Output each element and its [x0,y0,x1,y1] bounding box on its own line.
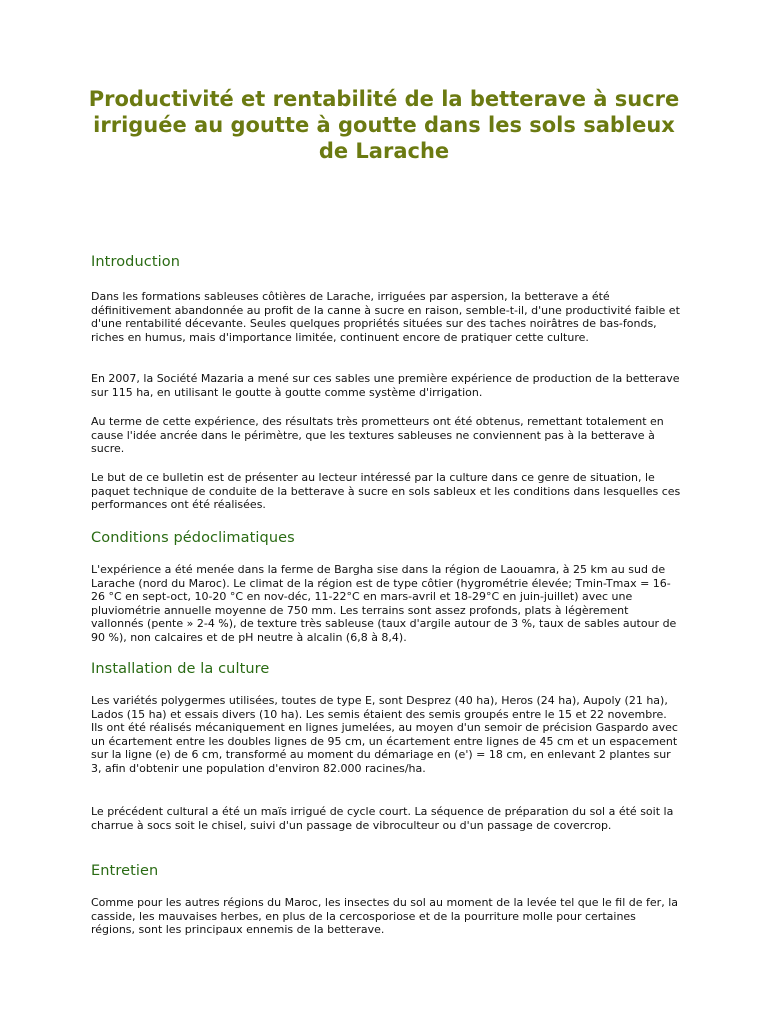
heading-installation: Installation de la culture [91,661,270,677]
paragraph-intro-2: En 2007, la Société Mazaria a mené sur ces sables une première expérience de production de la betterave sur 115 ha, en utilisant le goutte à goutte comme système d'irrigation. [91,372,680,399]
document-title [84,86,684,164]
paragraph-intro-1: Dans les formations sableuses côtières de Larache, irriguées par aspersion, la betterave a été définitivement abandonnée au profit de la canne à sucre en raison, semble-t-il, d'une productivité faible et d'une rentabilité décevante. Seules quelques propriétés situées sur des taches noirâtres de bas-fonds, riches en humus, mais d'importance limitée, continuent encore de pratiquer cette culture. [91,290,680,344]
paragraph-installation-2: Le précédent cultural a été un maïs irrigué de cycle court. La séquence de préparation du sol a été soit la charrue à socs soit le chisel, suivi d'un passage de vibroculteur ou d'un passage de covercrop. [91,805,674,832]
title-line-1: Productivité et rentabilité de la betterave à sucre [88,87,680,111]
title-line-2: irriguée au goutte à goutte dans les sols sableux de Larache [93,113,675,163]
paragraph-installation-1: Les variétés polygermes utilisées, toutes de type E, sont Desprez (40 ha), Heros (24 ha), Aupoly (21 ha), Lados (15 ha) et essais divers (10 ha). Les semis étaient des semis groupés entre le 15 et 22 novembre. Ils ont été réalisés mécaniquement en lignes jumelées, au moyen d'un semoir de précision Gaspardo avec un écartement entre les doubles lignes de 95 cm, un écartement entre lignes de 45 cm et un espacement sur la ligne (e) de 6 cm, transformé au moment du démariage en (e') = 18 cm, en enlevant 2 plantes sur 3, afin d'obtenir une population d'environ 82.000 racines/ha. [91,694,678,775]
paragraph-intro-3: Au terme de cette expérience, des résultats très prometteurs ont été obtenus, remettant totalement en cause l'idée ancrée dans le périmètre, que les textures sableuses ne conviennent pas à la betterave à sucre. [91,415,664,456]
paragraph-entretien-1: Comme pour les autres régions du Maroc, les insectes du sol au moment de la levée tel que le fil de fer, la casside, les mauvaises herbes, en plus de la cercosporiose et de la pourriture molle pour certaines régions, sont les principaux ennemis de la betterave. [91,896,678,937]
heading-introduction: Introduction [91,254,181,270]
heading-entretien: Entretien [91,863,159,879]
heading-conditions: Conditions pédoclimatiques [91,530,295,546]
paragraph-intro-4: Le but de ce bulletin est de présenter au lecteur intéressé par la culture dans ce genre de situation, le paquet technique de conduite de la betterave à sucre en sols sableux et les conditions dans lesquelles ces performances ont été réalisées. [91,471,681,512]
paragraph-conditions-1: L'expérience a été menée dans la ferme de Bargha sise dans la région de Laouamra, à 25 km au sud de Larache (nord du Maroc). Le climat de la région est de type côtier (hygrométrie élevée; Tmin-Tmax = 16-26 °C en sept-oct, 10-20 °C en nov-déc, 11-22°C en mars-avril et 18-29°C en juin-juillet) avec une pluviométrie annuelle moyenne de 750 mm. Les terrains sont assez profonds, plats à légèrement vallonnés (pente » 2-4 %), de texture très sableuse (taux d'argile autour de 3 %, taux de sables autour de 90 %), non calcaires et de pH neutre à alcalin (6,8 à 8,4). [91,563,677,644]
